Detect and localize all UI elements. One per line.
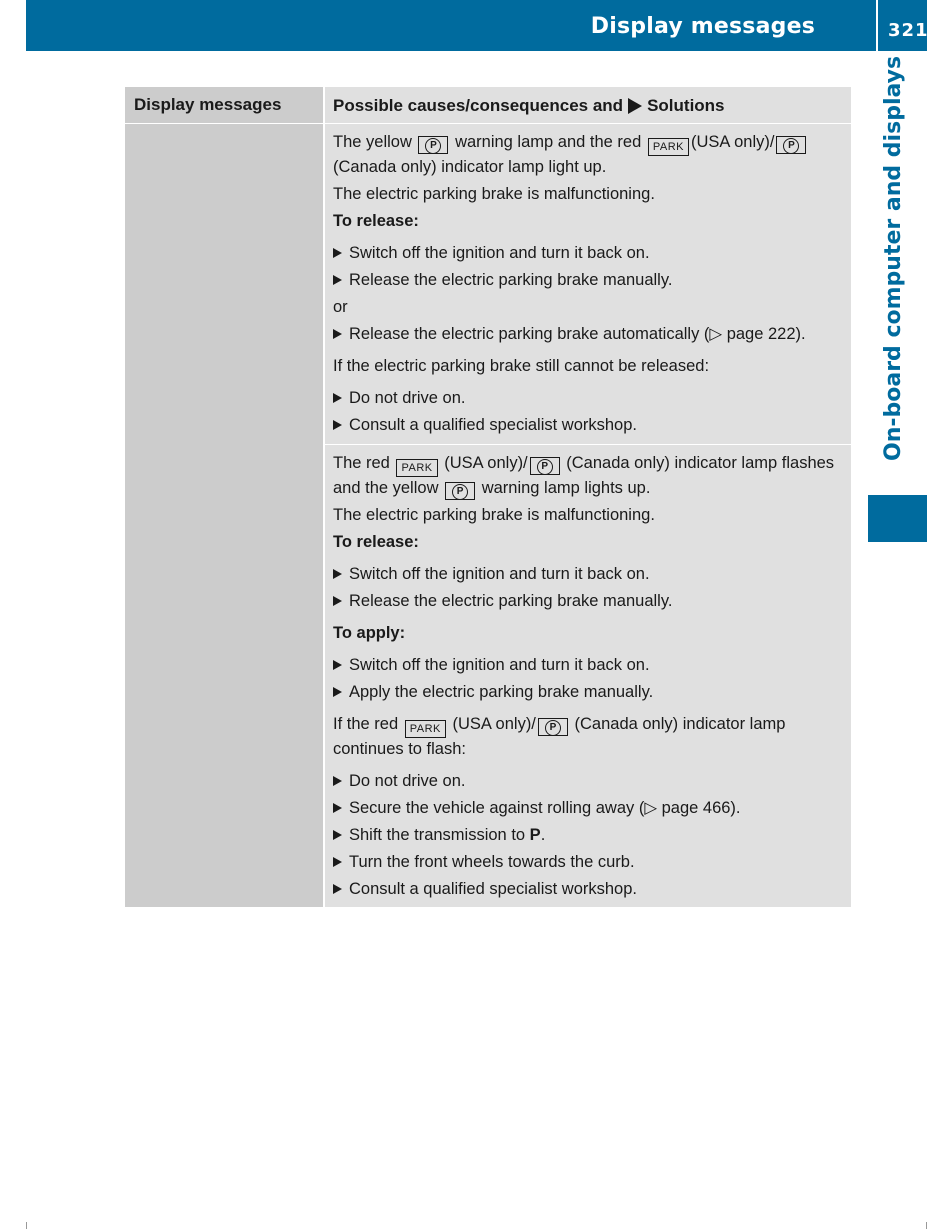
message-column — [125, 87, 323, 907]
step-arrow-icon — [333, 329, 342, 339]
list-item — [333, 770, 849, 793]
list-item — [333, 797, 849, 820]
crop-mark — [26, 1222, 27, 1229]
brake-warning-lamp-icon — [418, 136, 448, 154]
step-text-end: . — [540, 826, 546, 844]
list-item — [333, 323, 849, 346]
step-arrow-icon — [333, 884, 342, 894]
park-indicator-lamp-icon: PARK — [396, 459, 437, 477]
list-item — [333, 681, 849, 704]
side-tab-label: On-board computer and displays — [881, 55, 906, 461]
brake-indicator-lamp-icon — [530, 457, 560, 475]
gear-position-p: P — [529, 826, 541, 844]
list-item — [333, 824, 849, 847]
step-arrow-icon — [333, 420, 342, 430]
park-indicator-lamp-icon: PARK — [648, 138, 689, 156]
lamp-p-glyph: P — [783, 138, 799, 154]
page-header-bar — [26, 0, 927, 51]
row2-intro-c: (Canada only) indicator lamp flashes and the yellow — [333, 454, 835, 497]
step-text: Turn the front wheels towards the curb. — [349, 853, 635, 871]
list-item — [333, 414, 849, 437]
row1-cause: The electric parking brake is malfunctioning. — [333, 185, 655, 203]
row2-apply-heading: To apply: — [333, 624, 406, 642]
display-messages-table — [125, 87, 851, 907]
row1-release-heading: To release: — [333, 212, 419, 230]
step-text: Apply the electric parking brake manually. — [349, 683, 654, 701]
step-text: Release the electric parking brake manually. — [349, 592, 673, 610]
step-arrow-icon — [333, 393, 342, 403]
list-item — [333, 878, 849, 901]
brake-indicator-lamp-icon — [538, 718, 568, 736]
step-text: Release the electric parking brake automatically (▷ page 222). — [349, 325, 806, 343]
row2-flash-b: (USA only)/ — [452, 715, 536, 733]
row1-still-text: If the electric parking brake still cannot be released: — [333, 357, 710, 375]
list-item — [333, 563, 849, 586]
row2-flash-a: If the red — [333, 715, 399, 733]
step-arrow-icon — [333, 857, 342, 867]
row1-intro-c: (USA only)/ — [691, 133, 775, 151]
brake-indicator-lamp-icon — [776, 136, 806, 154]
step-text: Shift the transmission to — [349, 826, 526, 844]
row1-intro-b: warning lamp and the red — [455, 133, 642, 151]
lamp-p-glyph: P — [425, 138, 441, 154]
row2-intro-d: warning lamp lights up. — [481, 479, 651, 497]
row2-flash-text — [333, 713, 849, 761]
lamp-p-glyph: P — [537, 459, 553, 475]
step-text: Do not drive on. — [349, 389, 466, 407]
solutions-arrow-icon — [628, 98, 642, 114]
section-title: Display messages — [590, 14, 815, 39]
step-text: Switch off the ignition and turn it back on. — [349, 656, 650, 674]
step-arrow-icon — [333, 830, 342, 840]
list-item — [333, 590, 849, 613]
header-divider — [876, 0, 878, 51]
step-arrow-icon — [333, 660, 342, 670]
row2-flash-c: (Canada only) indicator lamp continues to flash: — [333, 715, 786, 758]
crop-mark — [926, 1222, 927, 1229]
step-text: Consult a qualified specialist workshop. — [349, 880, 637, 898]
row2-release-heading: To release: — [333, 533, 419, 551]
list-item — [333, 269, 849, 292]
list-item — [333, 851, 849, 874]
step-arrow-icon — [333, 275, 342, 285]
lamp-p-glyph: P — [452, 484, 468, 500]
side-tab-marker — [868, 495, 927, 542]
list-item — [333, 654, 849, 677]
step-arrow-icon — [333, 248, 342, 258]
park-indicator-lamp-icon: PARK — [405, 720, 446, 738]
column-header-solutions-label: Possible causes/consequences and — [333, 96, 624, 115]
list-item — [333, 242, 849, 265]
column-header-solutions — [325, 87, 851, 124]
table-row-2 — [333, 452, 849, 901]
row1-intro-d: (Canada only) indicator lamp light up. — [333, 158, 607, 176]
page-number: 321 — [888, 20, 929, 41]
step-text: Switch off the ignition and turn it back on. — [349, 565, 650, 583]
column-header-messages — [125, 87, 323, 124]
row1-intro — [333, 131, 849, 179]
step-arrow-icon — [333, 687, 342, 697]
side-tab — [866, 55, 906, 486]
row-divider — [325, 444, 851, 445]
table-row-1 — [333, 131, 849, 437]
brake-warning-lamp-icon — [445, 482, 475, 500]
step-text: Secure the vehicle against rolling away (▷ page 466). — [349, 799, 741, 817]
list-item — [333, 387, 849, 410]
step-arrow-icon — [333, 776, 342, 786]
lamp-p-glyph: P — [545, 720, 561, 736]
row1-intro-a: The yellow — [333, 133, 412, 151]
step-text: Do not drive on. — [349, 772, 466, 790]
step-text: Release the electric parking brake manually. — [349, 271, 673, 289]
step-arrow-icon — [333, 569, 342, 579]
row2-intro-a: The red — [333, 454, 390, 472]
row2-intro — [333, 452, 849, 500]
step-text: Switch off the ignition and turn it back on. — [349, 244, 650, 262]
step-arrow-icon — [333, 596, 342, 606]
column-header-solutions-suffix: Solutions — [647, 96, 725, 115]
step-arrow-icon — [333, 803, 342, 813]
column-header-messages-label: Display messages — [134, 95, 282, 114]
step-text: Consult a qualified specialist workshop. — [349, 416, 637, 434]
row2-cause: The electric parking brake is malfunctioning. — [333, 506, 655, 524]
row2-intro-b: (USA only)/ — [444, 454, 528, 472]
row1-or: or — [333, 298, 348, 316]
